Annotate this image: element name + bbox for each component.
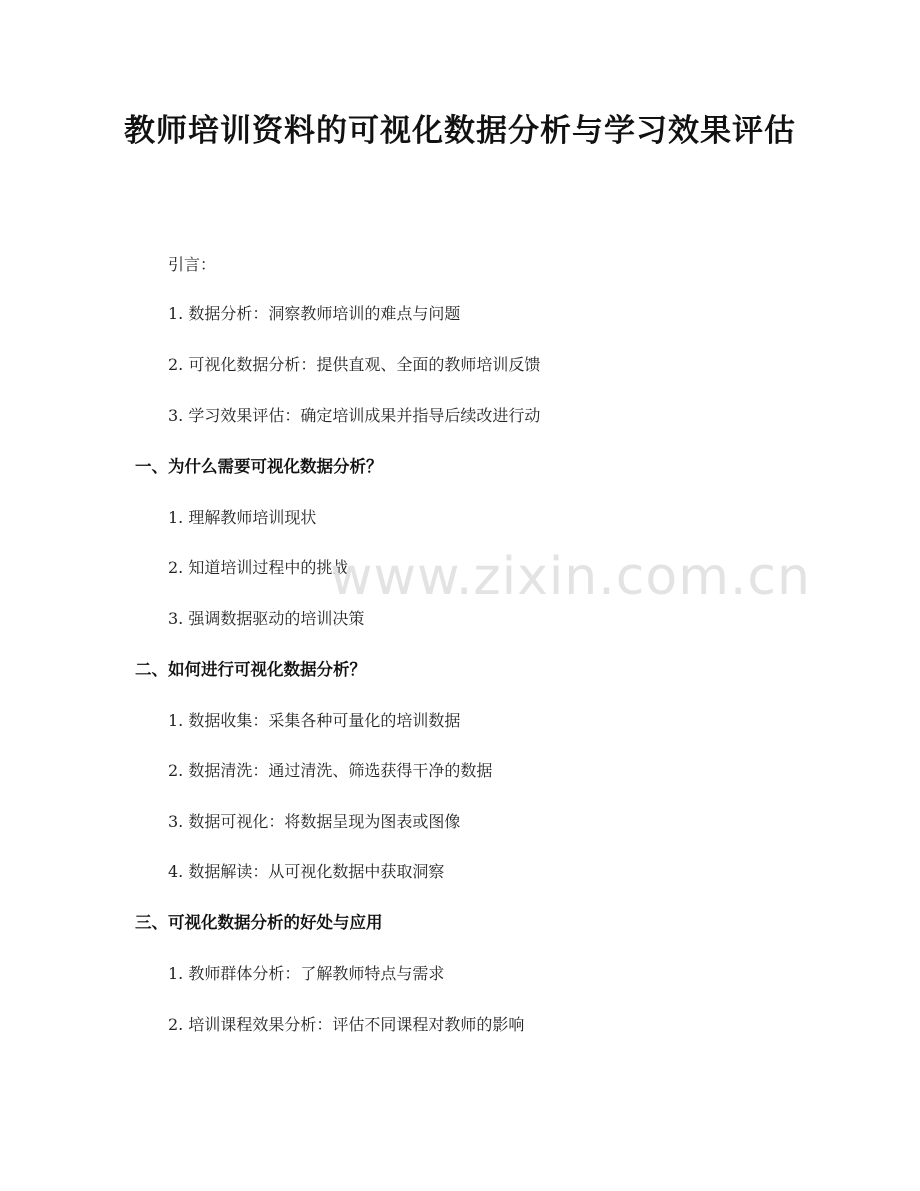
section-3-heading: 三、可视化数据分析的好处与应用 [135,913,383,932]
section-1-item-2: 2. 知道培训过程中的挑战 [168,558,349,577]
section-2-item-1: 1. 数据收集：采集各种可量化的培训数据 [168,711,461,730]
section-2-heading: 二、如何进行可视化数据分析？ [135,660,366,679]
section-2-item-2: 2. 数据清洗：通过清洗、筛选获得干净的数据 [168,761,493,780]
section-2-item-3: 3. 数据可视化：将数据呈现为图表或图像 [168,812,461,831]
document-title: 教师培训资料的可视化数据分析与学习效果评估 [124,113,796,149]
intro-label: 引言： [168,255,217,274]
section-3-item-2: 2. 培训课程效果分析：评估不同课程对教师的影响 [168,1015,525,1034]
section-1-heading: 一、为什么需要可视化数据分析？ [135,457,383,476]
intro-item-3: 3. 学习效果评估：确定培训成果并指导后续改进行动 [168,406,541,425]
section-1-item-3: 3. 强调数据驱动的培训决策 [168,609,365,628]
section-3-item-1: 1. 教师群体分析：了解教师特点与需求 [168,964,445,983]
intro-item-2: 2. 可视化数据分析：提供直观、全面的教师培训反馈 [168,355,541,374]
intro-item-1: 1. 数据分析：洞察教师培训的难点与问题 [168,304,461,323]
watermark: www.zixin.com.cn [330,547,811,607]
section-2-item-4: 4. 数据解读：从可视化数据中获取洞察 [168,862,445,881]
section-1-item-1: 1. 理解教师培训现状 [168,508,317,527]
